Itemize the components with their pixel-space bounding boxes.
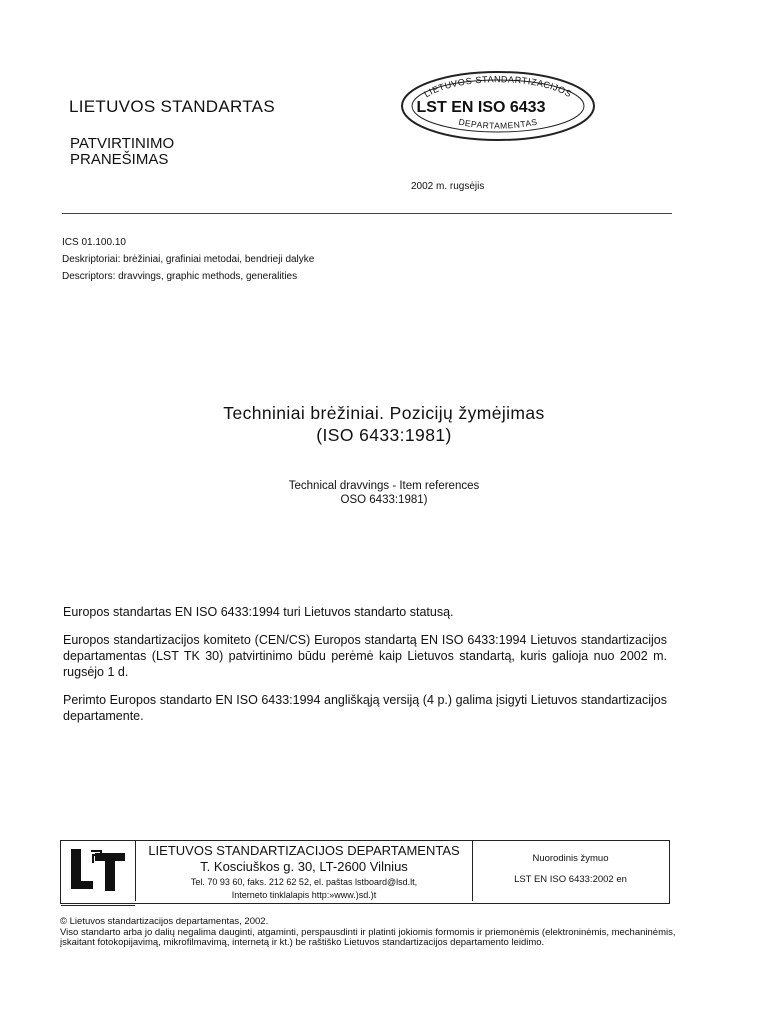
standard-title: LIETUVOS STANDARTAS: [69, 97, 275, 116]
document-title-lt: [0, 402, 768, 446]
paragraph-adoption: Europos standartizacijos komiteto (CEN/CS) Europos standartą EN ISO 6433:1994 Lietuvos standartizacijos departamentas (LST TK 30) patvirtinimo būdu perėmė kaip Lietuvos standartą, kuris galioja nuo 2002 m. rugsėjo 1 d.: [63, 633, 667, 679]
title-en-line-2: OSO 6433:1981): [340, 494, 428, 506]
body-text: [63, 604, 667, 736]
department-website: Interneto tinklalapis http:»www.)sd.)t: [231, 890, 377, 900]
lst-logo: [61, 841, 136, 901]
title-en-line-1: Technical dravvings - Item references: [288, 480, 480, 492]
approval-line-1: PATVIRTINIMO: [70, 135, 175, 152]
reference-label: Nuorodinis žymuo: [532, 853, 609, 864]
svg-text:LST EN ISO 6433: LST EN ISO 6433: [416, 99, 546, 116]
paragraph-purchase: Perimto Europos standarto EN ISO 6433:1994 angliškąją versiją (4 p.) galima įsigyti Lietuvos standartizacijos departamente.: [63, 693, 667, 723]
department-name: LIETUVOS STANDARTIZACIJOS DEPARTAMENTAS: [148, 843, 460, 858]
department-contacts: Tel. 70 93 60, faks. 212 62 52, el. paštas lstboard@lsd.lt,: [190, 877, 418, 887]
copyright-line-2: Viso standarto arba jo dalių negalima dauginti, atgaminti, perspausdinti ir platinti jokiomis formomis ir priemonėmis (elektroninėmis, mechaninėmis, įskaitant fotokopijavimą, mikrofilmavimą, internetą ir kt.) be raštiško Lietuvos standartizacijos departamento leidimo.: [60, 926, 676, 948]
paragraph-status: Europos standartas EN ISO 6433:1994 turi Lietuvos standarto statusą.: [63, 605, 454, 619]
descriptors-lt: Deskriptoriai: brėžiniai, grafiniai metodai, bendrieji dalyke: [62, 254, 315, 265]
reference-designation: [473, 841, 668, 901]
department-stamp: [398, 68, 598, 144]
metadata-block: [62, 234, 314, 285]
reference-value: LST EN ISO 6433:2002 en: [514, 874, 627, 885]
department-info: [136, 841, 473, 901]
copyright-line-1: © Lietuvos standartizacijos departamentas, 2002.: [60, 916, 269, 927]
approval-line-2: PRANEŠIMAS: [70, 151, 169, 168]
approval-notice: [70, 136, 174, 168]
document-title-en: [0, 479, 768, 507]
issue-date: 2002 m. rugsėjis: [411, 181, 485, 192]
header-divider: [62, 213, 672, 214]
svg-text:LIETUVOS STANDARTIZACIJOS: LIETUVOS STANDARTIZACIJOS: [422, 74, 574, 100]
descriptors-en: Descriptors: dravvings, graphic methods, generalities: [62, 271, 298, 282]
title-lt-line-1: Techniniai brėžiniai. Pozicijų žymėjimas: [223, 403, 545, 423]
department-address: T. Kosciuškos g. 30, LT-2600 Vilnius: [200, 859, 408, 874]
copyright-notice: [60, 917, 680, 949]
title-lt-line-2: (ISO 6433:1981): [316, 425, 452, 445]
ics-code: ICS 01.100.10: [62, 237, 126, 248]
svg-text:DEPARTAMENTAS: DEPARTAMENTAS: [457, 116, 539, 131]
logo-underline: [61, 905, 135, 906]
